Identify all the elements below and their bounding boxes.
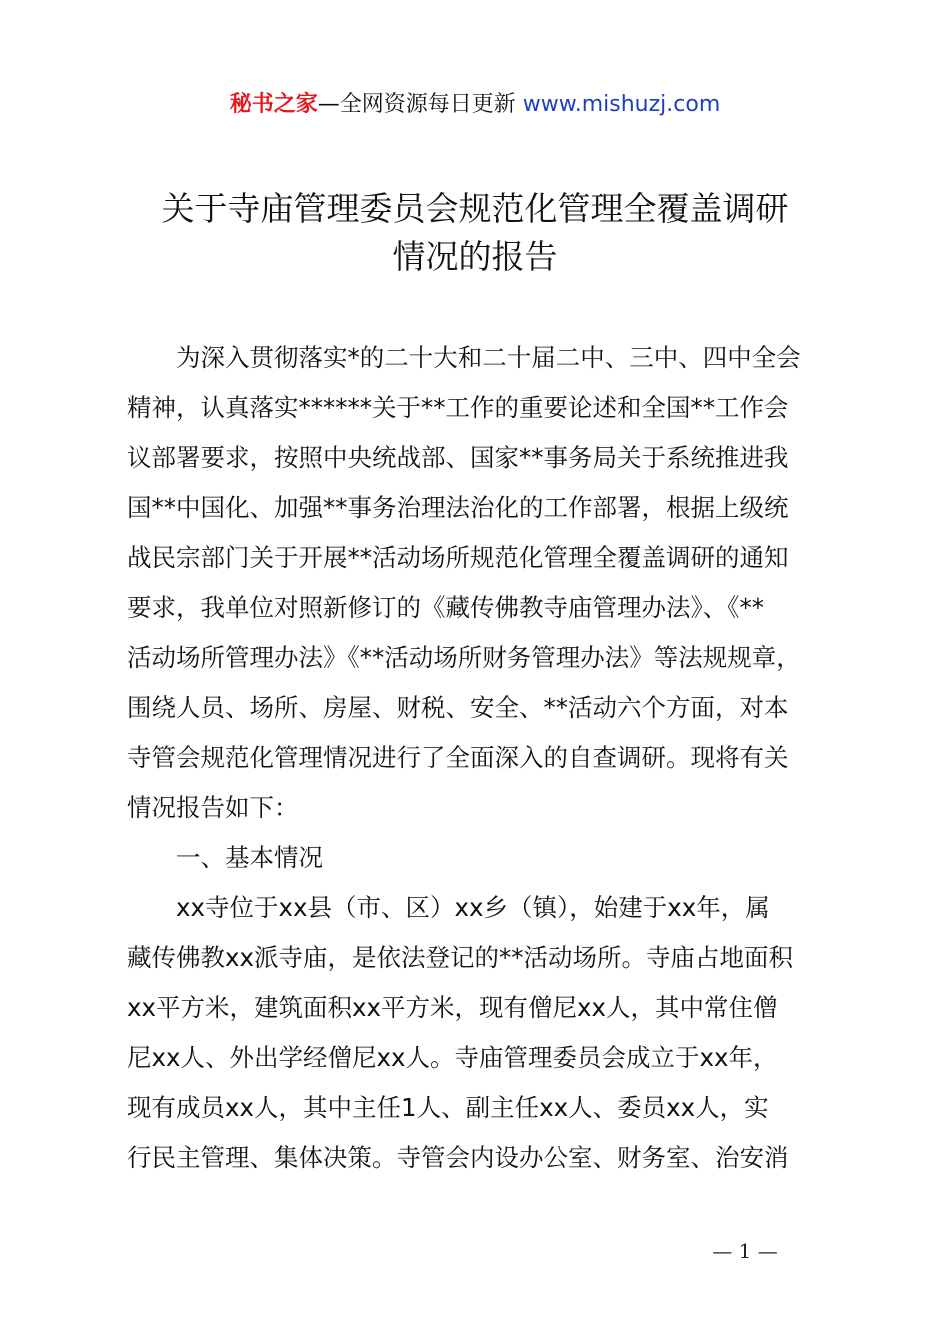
document-title [100, 185, 850, 281]
section-heading: 一、基本情况 [127, 843, 323, 872]
body-line: 国**中国化、加强**事务治理法治化的工作部署，根据上级统 [127, 493, 789, 522]
website-url[interactable]: www.mishuzj.com [522, 92, 721, 117]
body-line: 尼xx人、外出学经僧尼xx人。寺庙管理委员会成立于xx年， [127, 1043, 778, 1072]
brand-name: 秘书之家 [229, 92, 318, 117]
body-line: 要求，我单位对照新修订的《藏传佛教寺庙管理办法》、《** [127, 593, 764, 622]
header-tagline: —全网资源每日更新 [317, 92, 516, 117]
body-line: 现有成员xx人，其中主任1人、副主任xx人、委员xx人，实 [127, 1093, 769, 1122]
body-line: 精神，认真落实******关于**工作的重要论述和全国**工作会 [127, 393, 789, 422]
body-line: 行民主管理、集体决策。寺管会内设办公室、财务室、治安消 [127, 1143, 789, 1172]
body-line: 活动场所管理办法》《**活动场所财务管理办法》等法规规章， [127, 643, 801, 672]
title-line: 关于寺庙管理委员会规范化管理全覆盖调研 [161, 189, 789, 228]
body-line: xx寺位于xx县（市、区）xx乡（镇），始建于xx年，属 [127, 893, 770, 922]
body-line: 情况报告如下： [127, 793, 299, 822]
body-line: 围绕人员、场所、房屋、财税、安全、**活动六个方面，对本 [127, 693, 789, 722]
body-line: 战民宗部门关于开展**活动场所规范化管理全覆盖调研的通知 [127, 543, 789, 572]
page-number: — 1 — [712, 1239, 778, 1263]
body-line: xx平方米，建筑面积xx平方米，现有僧尼xx人，其中常住僧 [127, 993, 778, 1022]
body-line: 议部署要求，按照中央统战部、国家**事务局关于系统推进我 [127, 443, 789, 472]
title-line: 情况的报告 [392, 237, 558, 276]
body-line: 为深入贯彻落实*的二十大和二十届二中、三中、四中全会 [127, 343, 801, 372]
site-header [0, 88, 950, 122]
body-line: 寺管会规范化管理情况进行了全面深入的自查调研。现将有关 [127, 743, 789, 772]
body-line: 藏传佛教xx派寺庙，是依法登记的**活动场所。寺庙占地面积 [127, 943, 793, 972]
document-body [127, 333, 837, 1183]
